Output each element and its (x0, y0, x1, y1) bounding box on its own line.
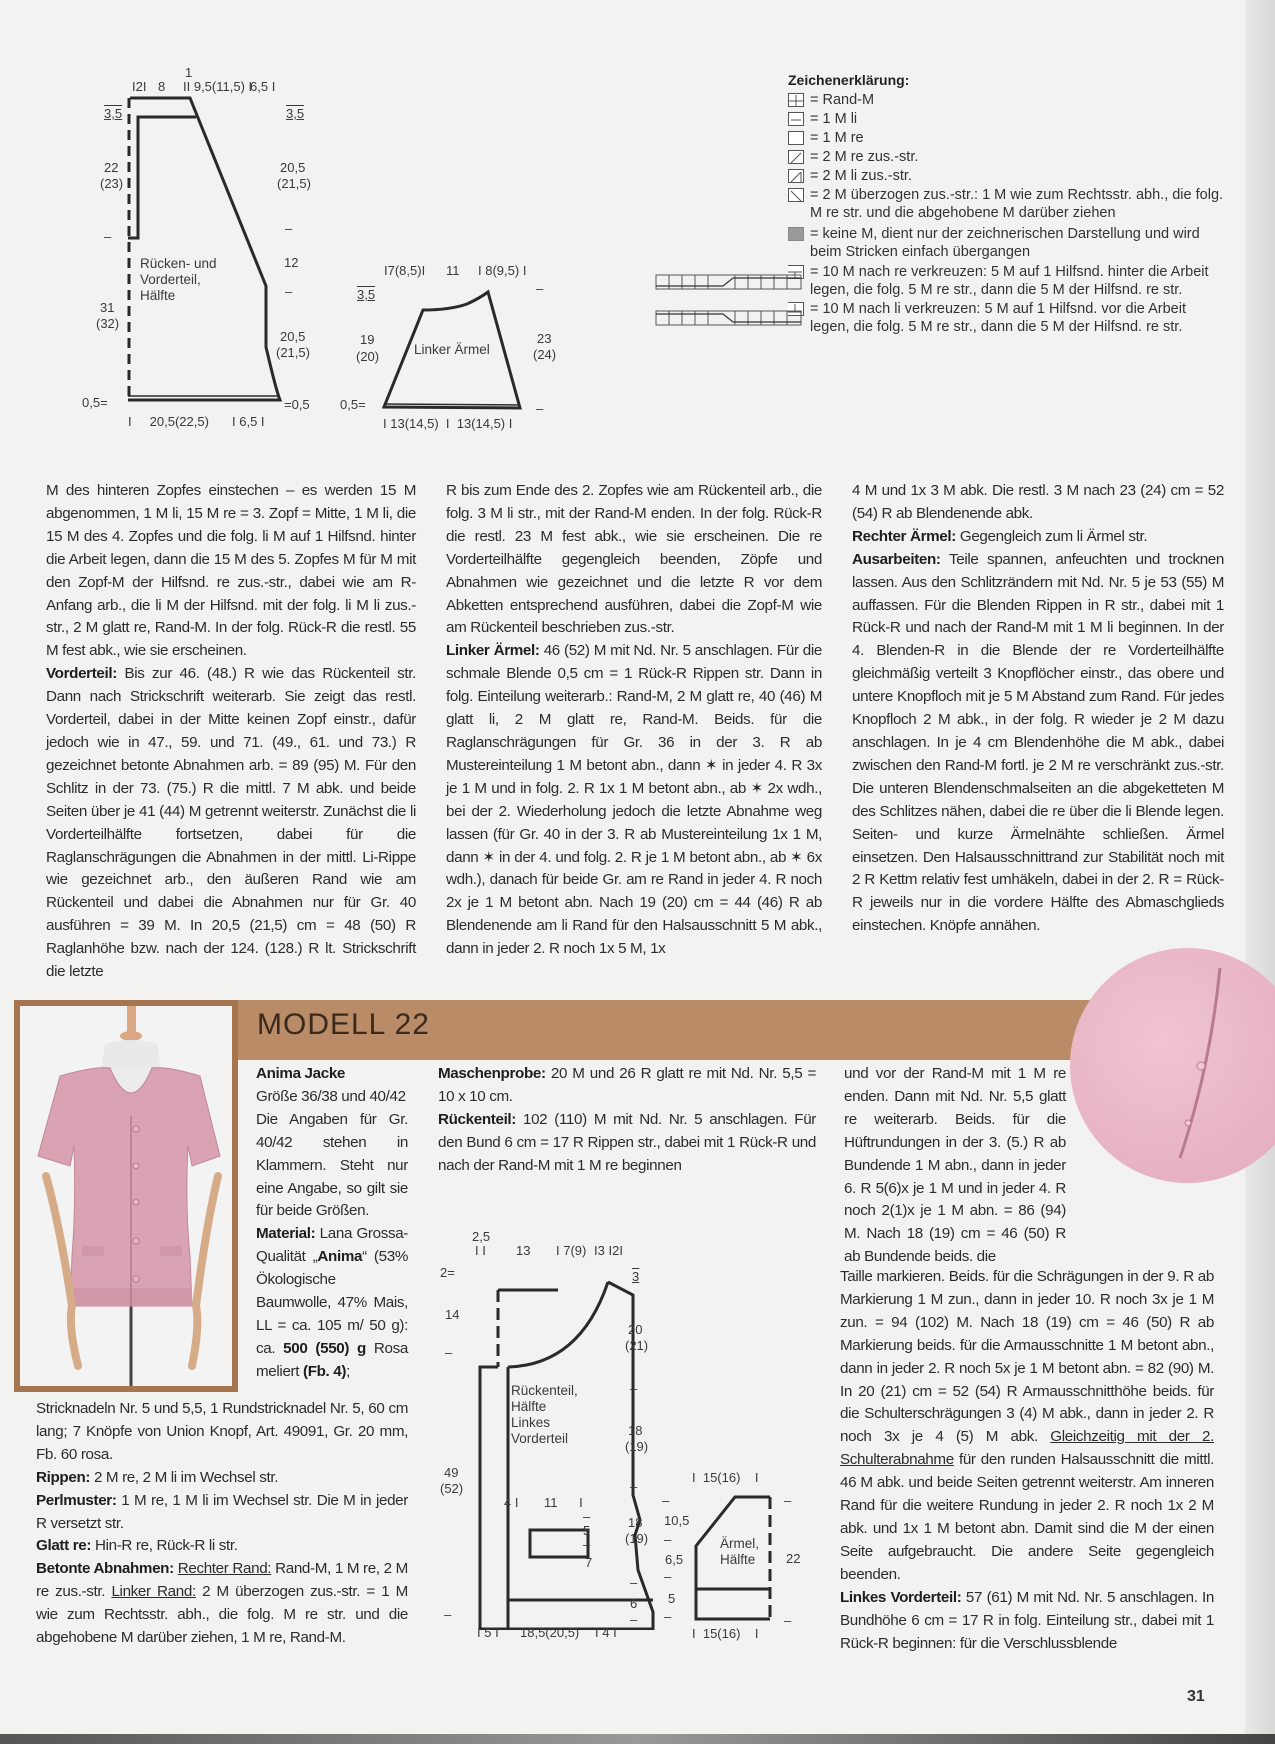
paragraph: R bis zum Ende des 2. Zopfes wie am Rückenteil arb., die folg. 3 M li str., mit der Rand-M enden. In der folg. Rück-R die restl. 23 M fest abk., wie sie erscheinen. Die re Vorderteilhälfte gegengleich beenden, Zöpfe und Abnahmen wie gezeichnet und die letzte R vor dem Abketten entsprechend ausführen, dabei die Zopf-M wie am Rückenteil beschrieben zus.-str. (446, 482, 822, 637)
dim-top-d: II 9,5(11,5) I (183, 79, 253, 94)
legend-title: Zeichenerklärung: (788, 72, 910, 88)
paragraph: Rippen: 2 M re, 2 M li im Wechsel str. (36, 1468, 279, 1486)
model-intro-narrow (256, 1063, 408, 1384)
b-dim-band: 6 (630, 1596, 638, 1611)
k2tog-symbol-icon (788, 150, 804, 164)
paragraph: Rückenteil: 102 (110) M mit Nd. Nr. 5 anschlagen. Für den Bund 6 cm = 17 R Rippen str., dabei mit 1 Rück-R und nach der Rand-M mit 1 M re beginnen (438, 1110, 816, 1174)
model-right-wide (840, 1266, 1214, 1655)
paragraph: Rechter Ärmel: Gegengleich zum li Ärmel str. (852, 527, 1148, 545)
sleeve-dim-right-height-alt: (24) (533, 347, 557, 362)
dim-left-low: 31 (100, 300, 115, 315)
model-right-narrow: und vor der Rand-M mit 1 M re enden. Dann mit Nd. Nr. 5,5 glatt re weiterarb. Beids. für die Hüftrundungen in der 3. (5.) R ab Bundende 1 M abn., dann in jeder 6. R 5(6)x je 1 M und in jeder 4. R noch 2(1)x je 1 M abn. = 86 (94) M. Nach 18 (19) cm = 46 (50) R ab Bundende beids. die (844, 1065, 1066, 1266)
sleeve-dim-top-mid: 11 (446, 263, 460, 278)
legend-item: = keine M, dient nur der zeichnerischen Darstellung und wird beim Stricken einfach übergangen (788, 225, 1228, 261)
ssk-symbol-icon (788, 188, 804, 202)
sleeve-dim-left-base: 0,5= (340, 397, 366, 412)
b-dim-armhole: 20 (628, 1322, 643, 1337)
dim-right-lower: 20,5 (280, 329, 306, 344)
s-dim-top: I 15(16) I (692, 1470, 759, 1485)
b-dim-right-dash1: – (630, 1381, 638, 1396)
dim-right-middle: 12 (284, 255, 299, 270)
b-dim-left-base-dash: – (444, 1607, 452, 1622)
bottom-sleeve-label: Ärmel, Hälfte (720, 1536, 760, 1567)
model-photo (14, 1000, 238, 1392)
bottom-body-label: Rückenteil, Hälfte Linkes Vorderteil (511, 1383, 578, 1446)
sleeve-dim-right-height: 23 (537, 331, 552, 346)
sleeve-dim-top-left: I7(8,5)I (384, 263, 426, 278)
b-dim-left-a: 2= (440, 1265, 455, 1280)
edge-stitch-symbol-icon (788, 93, 804, 107)
legend-item: = 1 M re (788, 129, 1228, 147)
dim-top-e: 6,5 I (250, 79, 276, 94)
page-gutter-shadow (1245, 0, 1275, 1744)
no-stitch-symbol-icon (788, 227, 804, 241)
sleeve-dim-top-right: I 8(9,5) I (478, 263, 527, 278)
dim-right-top: 3,5 (286, 106, 305, 121)
s-dim-upper: 10,5 (664, 1513, 690, 1528)
b-dim-right-dash4: – (630, 1612, 638, 1627)
dim-left-low-alt: (32) (96, 316, 120, 331)
purl-symbol-icon (788, 112, 804, 126)
b-dim-right-dash3: – (630, 1575, 638, 1590)
page-bottom-shadow (0, 1734, 1275, 1744)
dim-left-mid: 22 (104, 160, 119, 175)
paragraph: Vorderteil: Bis zur 46. (48.) R wie das Rückenteil str. Dann nach Strickschrift weiterarb. Sie zeigt das restl. Vorderteil, dabei in der Mitte keinen Zopf einstr., dafür jedoch wie in 47., 59. und 71. (49., 61. und 73.) R gezeichnet betonte Abnahmen arb. = 89 (95) M. Für den Schlitz in der 73. (75.) R die mittl. 7 M abk. und beide Seiten über je 41 (44) M getrennt weiterstr. Zunächst die li Vorderteilhälfte fortsetzen, dabei für die Raglanschrägungen die Abnahmen in der mittl. Li-Rippe wie gezeichnet arb., den äußeren Rand wie am Rückenteil und dabei die Abnahmen nur für Gr. 40 ausführen = 39 M. In 20,5 (21,5) cm = 48 (50) R Raglanhöhe bzw. nach der 124. (128.) R lt. Strickschrift die letzte (46, 665, 416, 981)
text-column-3 (852, 480, 1224, 938)
b-dim-left-c: 49 (444, 1465, 459, 1480)
paragraph: Material: Lana Grossa-Qualität „Anima“ (53% Ökologische Baumwolle, 47% Mais, LL = ca. 105 m/ 50 g): ca. 500 (550) g Rosa meliert (Fb. 4); (256, 1225, 408, 1380)
s-dim-bottom: I 15(16) I (692, 1626, 759, 1641)
heading-rechter-aermel: Rechter Ärmel: (852, 527, 956, 545)
b-dim-top-de: I3 I2I (594, 1243, 623, 1258)
body-outline (128, 98, 280, 400)
b-dim-left-b: 14 (445, 1307, 460, 1322)
model-title: MODELL 22 (257, 1008, 430, 1041)
sleeve-dim-bottom: I 13(14,5) I 13(14,5) I (383, 416, 513, 431)
paragraph: Glatt re: Hin-R re, Rück-R li str. (36, 1537, 238, 1555)
sleeve-dim-left-top: 3,5 (357, 287, 376, 302)
body-label: Rücken- und Vorderteil, Hälfte (140, 256, 217, 303)
dim-left-base: 0,5= (82, 395, 108, 410)
b-dim-bottom-width: 18,5(20,5) (520, 1625, 580, 1640)
dim-left-dash: – (104, 229, 112, 244)
paragraph: Linkes Vorderteil: 57 (61) M mit Nd. Nr. 5 anschlagen. In Bundhöhe 6 cm = 17 R in folg. Einteilung str., dabei mit 1 Rück-R beginnen: für die Verschlussblende (840, 1588, 1214, 1652)
model-middle-text (438, 1063, 816, 1178)
neck-curve (508, 1282, 608, 1367)
b-dim-left-c-alt: (52) (440, 1481, 464, 1496)
b-pocket-offset: 4 I (504, 1495, 519, 1510)
b-dim-top-a-ticks: I I (475, 1243, 486, 1258)
legend-item: = 2 M re zus.-str. (788, 148, 1228, 166)
text-column-1 (46, 480, 416, 984)
sleeve-dim-left-height-alt: (20) (356, 349, 380, 364)
s-dim-right-dash2: – (784, 1613, 792, 1628)
b-dim-right-dash2: – (630, 1479, 638, 1494)
page-number: 31 (1187, 1688, 1205, 1705)
dim-right-dash1: – (285, 221, 293, 236)
sleeve-label: Linker Ärmel (414, 342, 490, 357)
cardigan-illustration (20, 1006, 232, 1386)
s-dim-dash1: – (662, 1493, 670, 1508)
dim-right-upper: 20,5 (280, 160, 306, 175)
dim-left-top: 3,5 (104, 106, 123, 121)
b-dim-bottom-side: I 4 I (595, 1625, 617, 1640)
paragraph: Größe 36/38 und 40/42 (256, 1087, 406, 1105)
knit-symbol-icon (788, 131, 804, 145)
s-dim-dash2: – (664, 1532, 672, 1547)
s-dim-dash3: – (664, 1569, 672, 1584)
b-dim-lower-alt: (19) (625, 1531, 649, 1546)
s-dim-right-dash1: – (784, 1493, 792, 1508)
pocket-rect (530, 1530, 588, 1557)
paragraph: Perlmuster: 1 M re, 1 M li im Wechsel str. Die M in jeder R versetzt str. (36, 1491, 408, 1532)
s-dim-band: 5 (668, 1591, 676, 1606)
legend-item: = 2 M li zus.-str. (788, 167, 1228, 185)
dim-bottom-width: I 20,5(22,5) (128, 414, 209, 429)
dim-right-dash2: – (285, 284, 293, 299)
heading-ausarbeiten: Ausarbeiten: (852, 550, 941, 568)
s-dim-dash4: – (664, 1609, 672, 1624)
b-dim-top-b: 13 (516, 1243, 531, 1258)
b-dim-top-a: 2,5 (472, 1229, 491, 1244)
cable-chart-graphics (655, 272, 803, 336)
paragraph: Die Angaben für Gr. 40/42 stehen in Klammern. Steht nur eine Angabe, so gilt sie für beide Größen. (256, 1110, 408, 1220)
b-dim-upper: 18 (628, 1423, 643, 1438)
sleeve-dim-right-dash: – (536, 281, 544, 296)
paragraph: Maschenprobe: 20 M und 26 R glatt re mit Nd. Nr. 5,5 = 10 x 10 cm. (438, 1065, 816, 1105)
legend-item: = 1 M li (788, 110, 1228, 128)
b-dim-right-top: 3 (632, 1269, 640, 1284)
sleeve-dim-left-height: 19 (360, 332, 375, 347)
legend-item: = Rand-M (788, 91, 1228, 109)
sleeve-dim-right-base-dash: – (536, 401, 544, 416)
neckline-outline (128, 117, 196, 238)
legend-item: = 2 M überzogen zus.-str.: 1 M wie zum Rechtsstr. abh., die folg. M re str. und die abgehobene M darüber ziehen (788, 186, 1228, 222)
b-dim-bottom-band: I 5 I (477, 1625, 499, 1640)
heading-linker-aermel: Linker Ärmel: (446, 642, 540, 660)
dim-top-a: I2I (132, 79, 147, 94)
b-dim-top-c: I 7(9) (556, 1243, 587, 1258)
b-dim-upper-alt: (19) (625, 1439, 649, 1454)
paragraph: 4 M und 1x 3 M abk. Die restl. 3 M nach 23 (24) cm = 52 (54) R ab Blendenende abk. (852, 482, 1224, 522)
text-column-2 (446, 480, 822, 961)
sleeve-band-line (384, 404, 520, 405)
dim-top-c: 1 (185, 65, 193, 80)
heading-vorderteil: Vorderteil: (46, 665, 117, 683)
model-name: Anima Jacke (256, 1065, 346, 1082)
b-below-pocket: 7 (585, 1555, 593, 1570)
dim-right-lower-alt: (21,5) (276, 345, 310, 360)
dim-left-mid-alt: (23) (100, 176, 124, 191)
paragraph: Betonte Abnahmen: Rechter Rand: Rand-M, 1 M re, 2 M re zus.-str. Linker Rand: 2 M überzogen zus.-str. = 1 M wie zum Rechtsstr. abh., die folg. M re str. und die abgehobene M darüber ziehen, 1 M re, Rand-M. (36, 1560, 408, 1647)
b-dim-lower: 18 (628, 1515, 643, 1530)
b-pocket-height: – 5 – (583, 1509, 591, 1552)
b-dim-armhole-alt: (21) (625, 1338, 649, 1353)
model-intro-wide (36, 1398, 408, 1650)
dim-bottom-side: I 6,5 I (232, 414, 265, 429)
dim-top-b: 8 (158, 79, 166, 94)
p2tog-symbol-icon (788, 169, 804, 183)
dim-right-base: =0,5 (284, 397, 310, 412)
legend (788, 72, 1228, 337)
paragraph: Linker Ärmel: 46 (52) M mit Nd. Nr. 5 anschlagen. Für die schmale Blende 0,5 cm = 1 Rück-R Rippen str. Dann in folg. Einteilung weiterarb.: Rand-M, 2 M glatt re, 40 (46) M glatt li, 2 M glatt re, Rand-M. Beids. für die Raglanschrägungen für Gr. 36 in der 3. R ab Mustereinteilung 1 M betont abn., dann ✶ in jeder 4. R 3x je 1 M und in folg. 2. R 1x 1 M betont abn., ab ✶ 2x wdh., bei der 2. Wiederholung jedoch die letzte Abnahme weg lassen (für Gr. 40 in der 3. R ab Mustereinteilung 1x 1 M, dann ✶ in der 4. und folg. 2. R je 1 M betont abn., ab ✶ 6x wdh.), danach für beide Gr. am re Rand in jeder 4. R noch 2x je 1 M betont abn. Nach 19 (20) cm = 44 (46) R ab Blendenende am li Rand für den Halsausschnitt 5 M abk., dann in jeder 2. R noch 1x 5 M, 1x (446, 642, 822, 958)
paragraph: Stricknadeln Nr. 5 und 5,5, 1 Rundstricknadel Nr. 5, 60 cm lang; 7 Knöpfe von Union Knopf, Art. 49091, Gr. 20 mm, Fb. 60 rosa. (36, 1400, 408, 1463)
legend-item: = 10 M nach li verkreuzen: 5 M auf 1 Hilfsnd. vor die Arbeit legen, die folg. 5 M re str., dann die 5 M der Hilfsnd. re str. (788, 300, 1228, 336)
paragraph: M des hinteren Zopfes einstechen – es werden 15 M abgenommen, 1 M li, 15 M re = 3. Zopf = Mitte, 1 M li, die 15 M des 4. Zopfes und die folg. li M auf 1 Hilfsnd. hinter die Arbeit legen, dann die 15 M des 5. Zopfes M für M mit den Zopf-M der Hilfsnd. re zus.-str., dabei wie am R-Anfang arb., die li M der Hilfsnd. mit der folg. li M li zus.-str., 2 M glatt re, Rand-M. In der folg. Rück-R die restl. 55 M fest abk., wie sie erscheinen. (46, 482, 416, 660)
paragraph: Ausarbeiten: Teile spannen, anfeuchten und trocknen lassen. Aus den Schlitzrändern mit Nd. Nr. 5 je 53 (55) M auffassen. Für die Blenden Rippen in R str., dabei mit 1 Rück-R und nach der Rand-M mit 1 M li beginnen. In der 4. Blenden-R in die Blende der re Vorderteilhälfte gleichmäßig verteilt 3 Knopflöcher einstr., das obere und untere Knopfloch mit je 5 M Abstand zum Rand. Für jedes Knopfloch 2 M abk., in der folg. R wieder je 2 M dazu anschlagen. In je 4 cm Blendenhöhe die M abk., dabei zwischen den Rand-M fortl. je 2 M re verschränkt zus.-str. Die unteren Blendenschmalseiten an die abgeketteten M des Schlitzes nähen, dabei die re über die li Blende legen. Seiten- und kurze Ärmelnähte schließen. Ärmel einsetzen. Den Halsausschnittrand zur Stabilität noch mit 2 R Kettm relativ fest umhäkeln, dabei in der 2. R = Rück-R jeweils nur in die vordere Hälfte des Abmaschglieds einstechen. Knöpfe annähen. (852, 550, 1224, 935)
b-dim-left-dash: – (445, 1345, 453, 1360)
knit-detail (1070, 948, 1275, 1183)
s-dim-mid: 6,5 (665, 1552, 684, 1567)
detail-photo-circle (1070, 948, 1275, 1183)
dim-right-upper-alt: (21,5) (277, 176, 311, 191)
paragraph: Taille markieren. Beids. für die Schrägungen in der 9. R ab Markierung 1 M zun., dann in jeder 10. R noch 3x je 1 M zun. = 94 (102) M. Nach 18 (19) cm = 46 (50) R ab Markierung beids. für die Armausschnitte 1 M betont abn., dann in jeder 2. R noch 5x je 1 M betont abn. = 82 (90) M. In 20 (21) cm = 52 (54) R Armausschnitthöhe beids. für die Schulterschrägungen 3 (4) M abk., dann in jeder 2. R noch 3x je 4 (5) M abk. Gleichzeitig mit der 2. Schulterabnahme für den runden Halsausschnitt die mittl. 46 M abk. und beide Seiten getrennt weiterstr. Am inneren Rand für die weitere Rundung in jeder 2. R noch 1x 2 M abk. und 1x 1 M betont abn. Damit sind die M der einen Seite aufgebraucht. Die andere Seite gegengleich beenden. (840, 1268, 1214, 1583)
legend-item: = 10 M nach re verkreuzen: 5 M auf 1 Hilfsnd. hinter die Arbeit legen, die folg. 5 M re str., dann die 5 M der Hilfsnd. re str. (788, 263, 1228, 299)
b-pocket-width: 11 I (544, 1495, 583, 1510)
s-dim-right-height: 22 (786, 1551, 801, 1566)
